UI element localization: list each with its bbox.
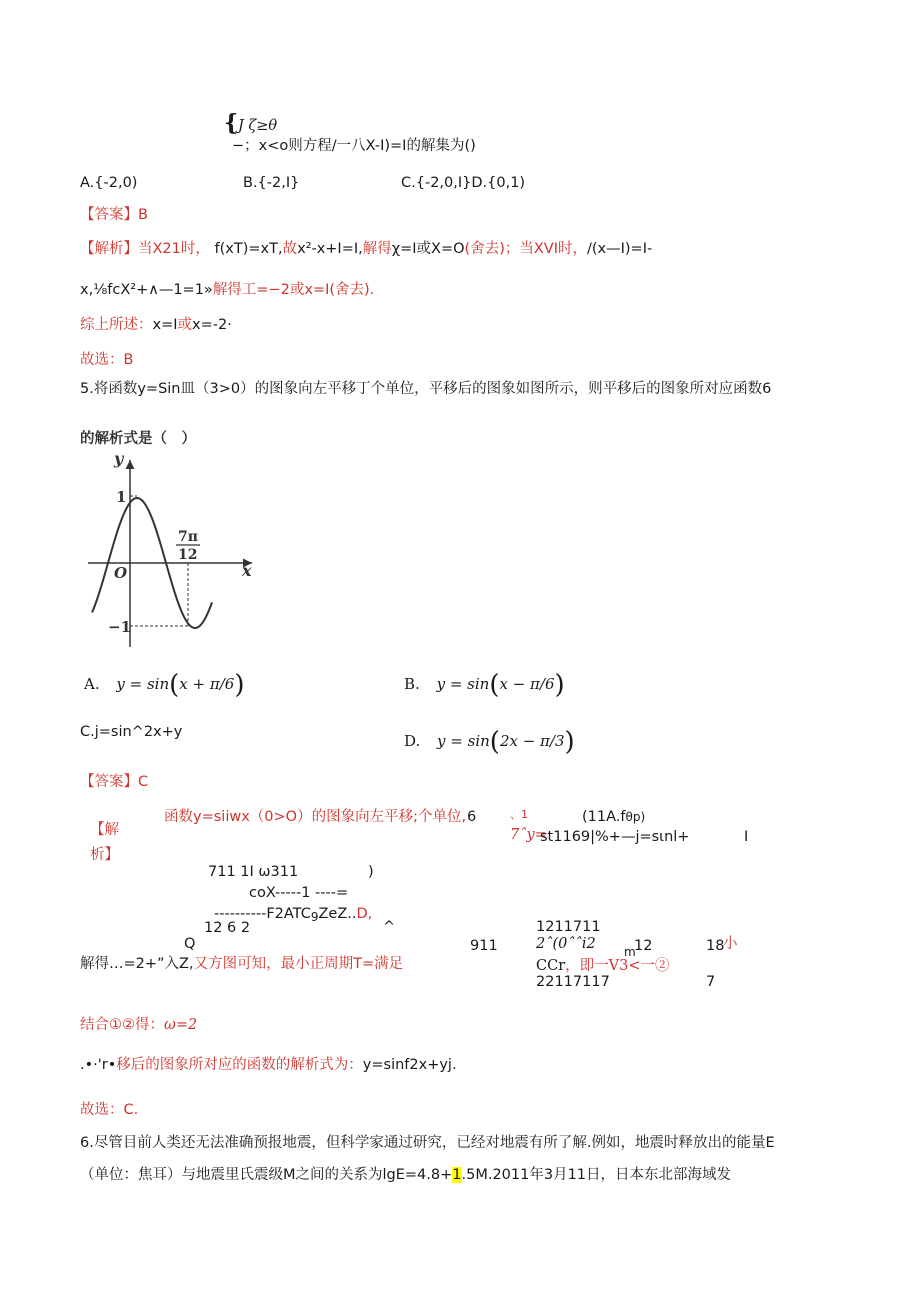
q5-choice — [80, 1101, 138, 1119]
q5-analysis-l9: 22117117 — [536, 974, 610, 990]
l5: ----------F2ATC — [214, 906, 311, 922]
q5-stem-line2: 的解析式是（ ） — [80, 430, 196, 447]
q5-analysis-l1: 函数y=siiwx（0>O）的图象向左平移;个单位, — [164, 809, 467, 825]
q6-line2 — [80, 1166, 731, 1184]
q6-line2-a: （单位：焦耳）与地震里氏震级M之间的关系为lgE=4.8+ — [80, 1167, 453, 1183]
q5-analysis-l6: 12 6 2 — [204, 920, 251, 936]
q5-analysis-l8 — [80, 955, 403, 973]
y-bottom-label: −1 — [108, 618, 132, 636]
q5-analysis-l3-end: ) — [368, 864, 374, 880]
paren-open: ( — [169, 670, 180, 700]
q5-analysis-l7-r1: 2ˆ(0ˆˆi2 — [536, 936, 596, 952]
q5-option-c: C.j=sin^2x+y — [80, 724, 183, 740]
answer-value: B — [138, 207, 148, 223]
l8-d: ，即一V3<一② — [565, 958, 670, 974]
sine-graph — [80, 452, 260, 652]
analysis-text: (舍去)；当XVI时， — [464, 241, 587, 257]
q5-analysis-l6-right: 1211711 — [536, 919, 601, 935]
analysis-text: χ=I或X=O — [391, 241, 465, 257]
option-b-label: B. — [404, 675, 420, 693]
analysis-text: /(x—I)=I- — [587, 241, 653, 257]
y-top-label: 1 — [116, 488, 127, 506]
mark-numerator: 7π — [178, 529, 198, 545]
combine-label: 结合①②得： — [80, 1017, 164, 1033]
q6-line1: 6.尽管目前人类还无法准确预报地震，但科学家通过研究，已经对地震有所了解.例如，地震时释放出的能量E — [80, 1135, 775, 1151]
answer-value: C — [138, 774, 149, 790]
l8-c: CCr — [536, 958, 566, 974]
piecewise-bottom: −；x<o则方程/一八X-I)=I的解集为() — [232, 138, 476, 154]
q5-analysis-l7-r3: 18 — [706, 938, 725, 954]
summary-label: 综上所述： — [80, 317, 153, 333]
analysis-text: 当X21时， — [138, 241, 210, 257]
q5-analysis-tag1: 【解 — [90, 822, 119, 838]
l5-d: D, — [356, 906, 373, 922]
q4-choice — [80, 351, 133, 369]
summary-b: x=-2· — [192, 317, 232, 333]
paren-close: ) — [564, 727, 575, 757]
q5-analysis-l1-right — [582, 808, 645, 826]
q5-result — [80, 1056, 457, 1074]
summary-or: 或 — [177, 317, 193, 333]
q4-summary — [80, 316, 232, 334]
option-a-arg: x + π/6 — [179, 675, 235, 693]
l8-a: 解得…=2+”入Z, — [80, 956, 194, 972]
q4-answer — [80, 206, 148, 224]
piecewise-brace: { — [224, 110, 239, 136]
option-d-expr: y = sin — [437, 732, 490, 750]
analysis-text: f(xT)=xT, — [214, 241, 283, 257]
q5-analysis-l7-r2: 12 — [634, 938, 653, 954]
l5-b: ZeZ.. — [318, 906, 357, 922]
q5-analysis-l2-end: I — [744, 829, 749, 845]
q4-analysis-line2 — [80, 281, 374, 299]
q4-option-cd: C.{-2,0,I}D.{0,1) — [401, 175, 526, 191]
q5-analysis-l2b: st1169|%+—j=sιnl+ — [540, 829, 690, 845]
paren-open: ( — [489, 670, 500, 700]
q5-analysis-tag2: 析】 — [90, 847, 119, 863]
analysis-text: (舍去). — [329, 282, 375, 298]
choice-value: C. — [123, 1102, 139, 1118]
answer-tag: 【答案】 — [80, 774, 138, 790]
q5-analysis-l7-r1-sub: m — [624, 945, 636, 959]
paren-open: ( — [489, 727, 500, 757]
option-b-expr: y = sin — [436, 675, 490, 693]
x-label: x — [242, 561, 252, 580]
option-d-arg: 2x − π/3 — [499, 732, 565, 750]
combine-value: ω=2 — [164, 1017, 198, 1033]
q4-analysis-line1 — [80, 240, 652, 258]
q5-analysis-l7-r4: 小 — [723, 936, 738, 952]
l8-b: 又方图可知，最小正周期T=满足 — [193, 956, 404, 972]
mark-denominator: 12 — [178, 547, 198, 563]
paren-close: ) — [234, 670, 245, 700]
piecewise-top: J ζ≥θ — [238, 118, 278, 134]
result-a: .•·'r• — [80, 1057, 117, 1073]
analysis-text: 解得 — [362, 241, 392, 257]
q5-analysis-l3: 711 1I ω311 — [208, 864, 299, 880]
q5-option-a — [84, 670, 245, 700]
l1-right: (11A.f — [582, 809, 626, 825]
q5-analysis-l7-mid: 911 — [470, 938, 498, 954]
y-label: y — [114, 452, 124, 468]
q5-analysis-l1-num: 6 — [467, 809, 477, 825]
analysis-text: x,⅛fcX²+∧—1=1» — [80, 282, 213, 298]
origin-label: O — [114, 564, 128, 582]
q5-option-b — [404, 670, 565, 700]
l5-sub: 9 — [310, 910, 319, 924]
analysis-text: x²-x+I=I, — [297, 241, 363, 257]
choice-label: 故选： — [80, 1102, 124, 1118]
option-b-arg: x − π/6 — [499, 675, 555, 693]
q5-analysis-l9-end: 7 — [706, 974, 716, 990]
q5-analysis-l7-q: Q — [184, 936, 196, 952]
q6-line2-b: .5M.2011年3月11日，日本东北部海域发 — [461, 1167, 732, 1183]
q5-stem-line1: 5.将函数y=Sin皿（3>0）的图象向左平移丁个单位，平移后的图象如图所示，则平移后的图象所对应函数6 — [80, 381, 772, 397]
analysis-text: 解得工=−2或x=I — [212, 282, 330, 298]
q4-option-a: A.{-2,0) — [80, 175, 138, 191]
option-d-label: D. — [404, 732, 421, 750]
answer-tag: 【答案】 — [80, 207, 138, 223]
q5-analysis-l2: 7ˆy= — [510, 827, 547, 843]
q5-analysis-l6-caret: ^ — [383, 919, 396, 935]
summary-a: x=I — [152, 317, 178, 333]
option-a-label: A. — [84, 675, 100, 693]
q5-answer — [80, 773, 148, 791]
option-a-expr: y = sin — [116, 675, 170, 693]
analysis-text: 故 — [282, 241, 298, 257]
l1-right-small: θp) — [625, 810, 646, 824]
q5-combine — [80, 1016, 197, 1034]
q5-analysis-l4: coX-----1 ----= — [249, 885, 349, 901]
q5-option-d — [404, 727, 575, 757]
q4-option-b: B.{-2,I} — [243, 175, 300, 191]
result-b: 移后的图象所对应的函数的解析式为： — [116, 1057, 363, 1073]
paren-close: ) — [554, 670, 565, 700]
choice-value: B — [123, 352, 134, 368]
result-c: y=sinf2x+yj. — [362, 1057, 457, 1073]
choice-label: 故选： — [80, 352, 124, 368]
q6-highlight: 1 — [452, 1167, 462, 1183]
analysis-tag: 【解析】 — [80, 241, 138, 257]
q5-analysis-l1-righttop: 、1 — [510, 808, 528, 821]
